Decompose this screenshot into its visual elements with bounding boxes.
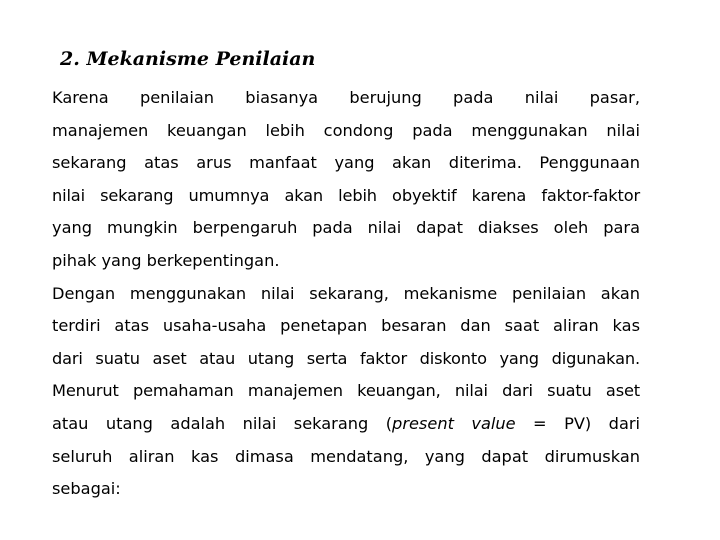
text-segment: atau utang adalah nilai sekarang (	[52, 413, 393, 433]
text-line: manajemen keuangan lebih condong pada menggunakan nilai	[52, 120, 640, 140]
text-line: seluruh aliran kas dimasa mendatang, yang dapat dirumuskan	[52, 446, 640, 466]
text-line: terdiri atas usaha-usaha penetapan besaran dan saat aliran kas	[52, 316, 640, 336]
text-line: Menurut pemahaman manajemen keuangan, nilai dari suatu aset	[52, 381, 640, 401]
text-segment: = PV) dari	[515, 413, 641, 433]
text-line: sebagai:	[52, 479, 121, 499]
text-line: Karena penilaian biasanya berujung pada nilai pasar,	[52, 88, 640, 107]
text-line: yang mungkin berpengaruh pada nilai dapat diakses oleh para	[52, 218, 640, 238]
body-text	[52, 82, 640, 506]
section-heading: 2. Mekanisme Penilaian	[60, 48, 316, 70]
text-line: dari suatu aset atau utang serta faktor diskonto yang digunakan.	[52, 348, 640, 368]
text-line-with-term	[52, 408, 640, 441]
italic-term: present value	[392, 413, 516, 433]
text-line: sekarang atas arus manfaat yang akan diterima. Penggunaan	[52, 153, 640, 173]
text-line: Dengan menggunakan nilai sekarang, mekanisme penilaian akan	[52, 283, 640, 303]
text-line: pihak yang berkepentingan.	[52, 250, 280, 270]
text-line: nilai sekarang umumnya akan lebih obyektif karena faktor-faktor	[52, 185, 640, 205]
